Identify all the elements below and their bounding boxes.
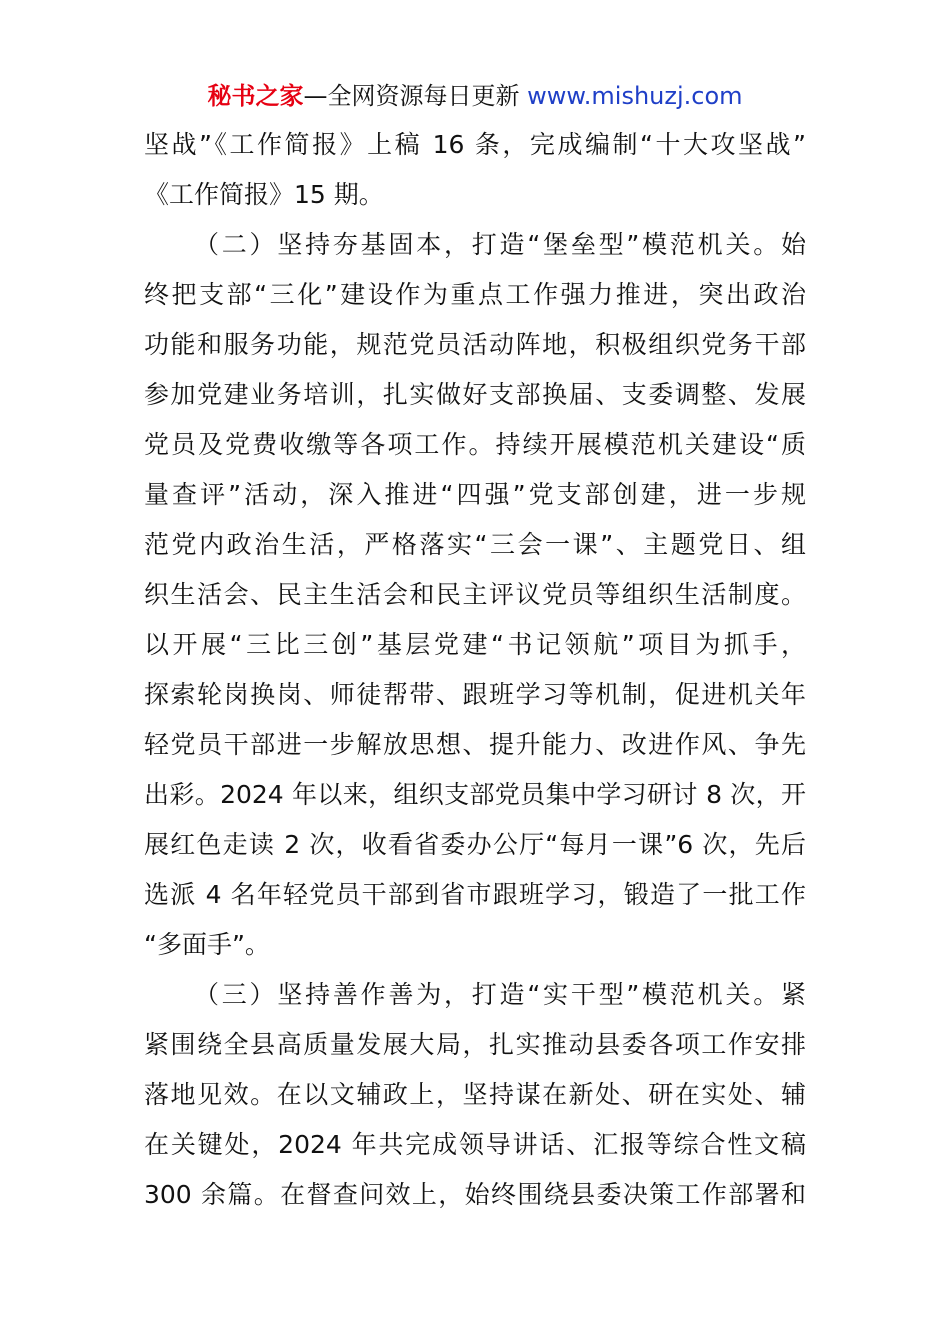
- text-line: 功能和服务功能，规范党员活动阵地，积极组织党务干部: [144, 330, 806, 359]
- site-url-link[interactable]: www.mishuzj.com: [527, 82, 743, 110]
- text-line: 终把支部“三化”建设作为重点工作强力推进，突出政治: [144, 280, 806, 309]
- text-line: 量查评”活动，深入推进“四强”党支部创建，进一步规: [144, 480, 806, 509]
- site-brand: 秘书之家: [207, 82, 304, 110]
- text-line: 坚战”《工作简报》上稿 16 条，完成编制“十大攻坚战”: [144, 130, 806, 159]
- text-line: 以开展“三比三创”基层党建“书记领航”项目为抓手，: [144, 630, 806, 659]
- paragraph-heading-2: （二）坚持夯基固本，打造“堡垒型”模范机关。始: [194, 230, 806, 259]
- text-line: 展红色走读 2 次，收看省委办公厅“每月一课”6 次，先后: [144, 830, 806, 859]
- site-tagline: —全网资源每日更新: [303, 82, 528, 110]
- text-line: 《工作简报》15 期。: [144, 180, 384, 209]
- text-line: 选派 4 名年轻党员干部到省市跟班学习，锻造了一批工作: [144, 880, 806, 909]
- text-line: 300 余篇。在督查问效上，始终围绕县委决策工作部署和: [144, 1180, 806, 1209]
- text-line: “多面手”。: [144, 930, 270, 959]
- text-line: 党员及党费收缴等各项工作。持续开展模范机关建设“质: [144, 430, 806, 459]
- text-line: 落地见效。在以文辅政上，坚持谋在新处、研在实处、辅: [144, 1080, 806, 1109]
- paragraph-heading-3: （三）坚持善作善为，打造“实干型”模范机关。紧: [194, 980, 806, 1009]
- text-line: 探索轮岗换岗、师徒帮带、跟班学习等机制，促进机关年: [144, 680, 806, 709]
- text-line: 参加党建业务培训，扎实做好支部换届、支委调整、发展: [144, 380, 806, 409]
- text-line: 范党内政治生活，严格落实“三会一课”、主题党日、组: [144, 530, 806, 559]
- text-line: 轻党员干部进一步解放思想、提升能力、改进作风、争先: [144, 730, 806, 759]
- text-line: 紧围绕全县高质量发展大局，扎实推动县委各项工作安排: [144, 1030, 806, 1059]
- text-line: 出彩。2024 年以来，组织支部党员集中学习研讨 8 次，开: [144, 780, 806, 809]
- text-line: 在关键处，2024 年共完成领导讲话、汇报等综合性文稿: [144, 1130, 806, 1159]
- text-line: 织生活会、民主生活会和民主评议党员等组织生活制度。: [144, 580, 806, 609]
